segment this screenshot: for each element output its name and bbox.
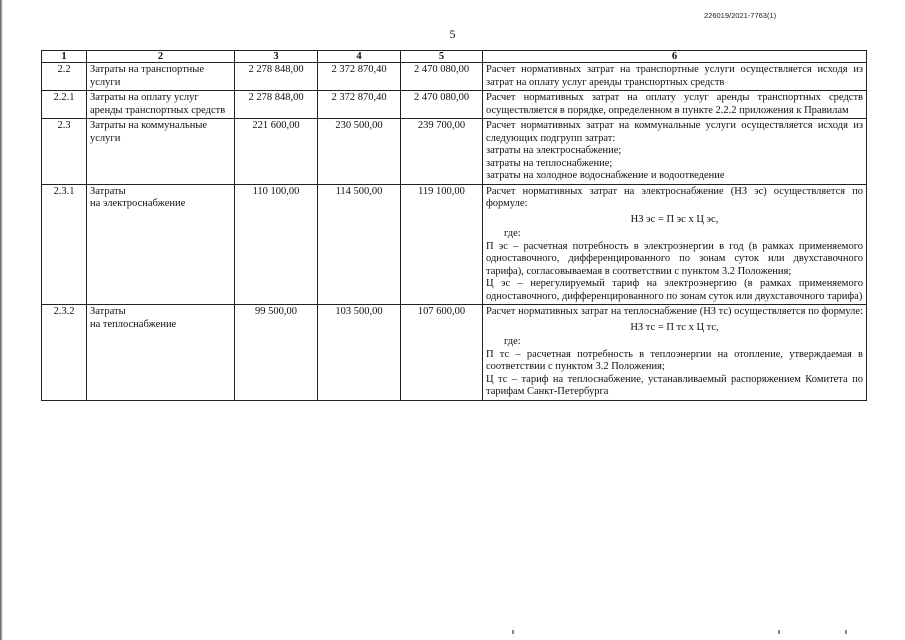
row-description — [483, 305, 867, 401]
row-value-2021: 2 278 848,00 — [235, 63, 318, 91]
formula-definition: П эс – расчетная потребность в электроэнергии в год (в рамках применяемого одноставочного, дифференцированного по зонам суток или двухставочного тарифа), согласовываемая в соответствии с пунктом 3.2 Положения; — [486, 240, 863, 277]
row-value-2023: 119 100,00 — [401, 184, 483, 305]
header-cell-5: 5 — [401, 51, 483, 63]
row-name: Затраты на транспортные услуги — [87, 63, 235, 91]
row-value-2023: 2 470 080,00 — [401, 63, 483, 91]
formula-definition: Ц эс – нерегулируемый тариф на электроэнергию (в рамках применяемого одноставочного, дифференцированного по зонам суток или двухставочного тарифа) — [486, 278, 863, 302]
row-description — [483, 184, 867, 305]
row-name-line: Затраты — [90, 185, 126, 197]
header-cell-3: 3 — [235, 51, 318, 63]
table-row — [42, 119, 867, 185]
formula: НЗ тс = П тс х Ц тс, — [630, 321, 719, 333]
row-description — [483, 119, 867, 185]
table-row — [42, 63, 867, 91]
row-name-line: на теплоснабжение — [90, 318, 177, 330]
description-intro: Расчет нормативных затрат на теплоснабжение (НЗ тс) осуществляется по формуле: — [486, 306, 863, 317]
formula-where: где: — [504, 228, 521, 239]
page-number: 5 — [449, 27, 456, 41]
description-text: Расчет нормативных затрат на оплату услуг аренды транспортных средств осуществляется в порядке, определенном в пункте 2.2.2 приложения к Правилам — [486, 92, 863, 116]
row-value-2022: 230 500,00 — [318, 119, 401, 185]
document-id: 226019/2021-7763(1) — [704, 11, 777, 20]
row-code: 2.3 — [42, 119, 87, 185]
row-name — [87, 184, 235, 305]
scan-edge-shadow — [0, 0, 3, 640]
description-list-item: затраты на теплоснабжение; — [486, 157, 613, 169]
row-code: 2.2 — [42, 63, 87, 91]
row-name: Затраты на коммунальные услуги — [87, 119, 235, 185]
row-code: 2.3.2 — [42, 305, 87, 401]
formula: НЗ эс = П эс х Ц эс, — [630, 213, 719, 225]
row-value-2022: 2 372 870,40 — [318, 91, 401, 119]
table-header-row — [42, 51, 867, 63]
row-description — [483, 91, 867, 119]
description-list-item: затраты на холодное водоснабжение и водоотведение — [486, 170, 725, 181]
row-value-2022: 103 500,00 — [318, 305, 401, 401]
header-cell-4: 4 — [318, 51, 401, 63]
header-cell-1: 1 — [42, 51, 87, 63]
formula-definition: Ц тс – тариф на теплоснабжение, устанавливаемый распоряжением Комитета по тарифам Санкт-Петербурга — [486, 373, 863, 397]
row-value-2021: 221 600,00 — [235, 119, 318, 185]
description-text: Расчет нормативных затрат на транспортные услуги осуществляется исходя из затрат на оплату услуг аренды транспортных средств — [486, 64, 863, 88]
description-list-item: затраты на электроснабжение; — [486, 145, 622, 156]
row-value-2023: 239 700,00 — [401, 119, 483, 185]
scan-speck — [512, 630, 514, 634]
row-code: 2.3.1 — [42, 184, 87, 305]
row-name-line: на электроснабжение — [90, 198, 186, 209]
description-text: Расчет нормативных затрат на коммунальные услуги осуществляется исходя из следующих подгрупп затрат: — [486, 120, 863, 144]
header-cell-6: 6 — [483, 51, 867, 63]
table-row — [42, 91, 867, 119]
row-value-2023: 107 600,00 — [401, 305, 483, 401]
description-intro: Расчет нормативных затрат на электроснабжение (НЗ эс) осуществляется по формуле: — [486, 185, 863, 209]
row-code: 2.2.1 — [42, 91, 87, 119]
row-name-line: Затраты — [90, 306, 126, 317]
row-value-2022: 114 500,00 — [318, 184, 401, 305]
row-value-2022: 2 372 870,40 — [318, 63, 401, 91]
row-value-2021: 110 100,00 — [235, 184, 318, 305]
formula-where: где: — [504, 336, 521, 347]
row-description — [483, 63, 867, 91]
row-value-2021: 99 500,00 — [235, 305, 318, 401]
table-row — [42, 305, 867, 401]
row-name — [87, 305, 235, 401]
header-cell-2: 2 — [87, 51, 235, 63]
formula-definition: П тс – расчетная потребность в теплоэнергии на отопление, утверждаемая в соответствии с пунктом 3.2 Положения; — [486, 348, 863, 372]
row-value-2023: 2 470 080,00 — [401, 91, 483, 119]
scan-speck — [778, 630, 780, 634]
row-value-2021: 2 278 848,00 — [235, 91, 318, 119]
table-row — [42, 184, 867, 305]
row-name: Затраты на оплату услуг аренды транспортных средств — [87, 91, 235, 119]
scan-speck — [845, 630, 847, 634]
cost-table — [41, 50, 867, 401]
